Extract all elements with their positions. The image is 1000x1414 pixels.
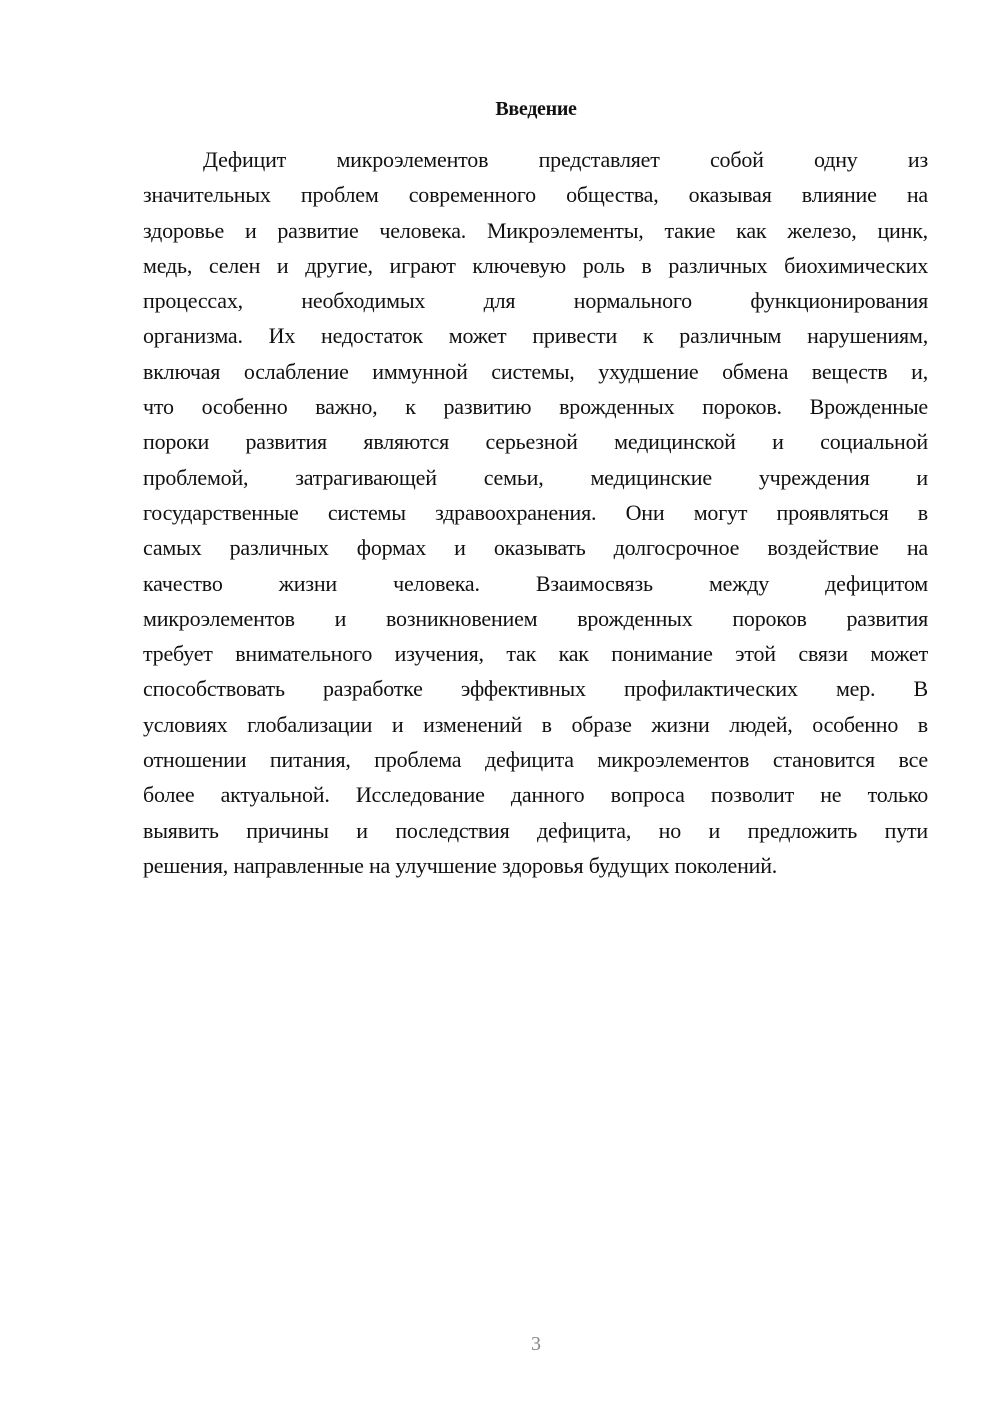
- paragraph-line: организма. Их недостаток может привести к различным нарушениям,: [143, 323, 928, 349]
- paragraph-line: значительных проблем современного общества, оказывая влияние на: [143, 182, 928, 208]
- paragraph-line: что особенно важно, к развитию врожденных пороков. Врожденные: [143, 394, 928, 420]
- paragraph-line: самых различных формах и оказывать долгосрочное воздействие на: [143, 535, 928, 561]
- paragraph-line: условиях глобализации и изменений в образе жизни людей, особенно в: [143, 711, 928, 737]
- paragraph-line: Дефицит микроэлементов представляет собой одну из: [203, 147, 928, 172]
- paragraph-line: качество жизни человека. Взаимосвязь между дефицитом: [143, 570, 928, 596]
- paragraph-line: отношении питания, проблема дефицита микроэлементов становится все: [143, 747, 928, 773]
- paragraph-line: государственные системы здравоохранения. Они могут проявляться в: [143, 499, 928, 525]
- paragraph-line: включая ослабление иммунной системы, ухудшение обмена веществ и,: [143, 358, 928, 384]
- section-heading: Введение: [495, 98, 577, 120]
- paragraph-line: процессах, необходимых для нормального функционирования: [143, 288, 928, 314]
- paragraph-line: проблемой, затрагивающей семьи, медицинские учреждения и: [143, 464, 928, 490]
- page-number: 3: [531, 1333, 541, 1355]
- paragraph-line: решения, направленные на улучшение здоровья будущих поколений.: [143, 852, 778, 878]
- paragraph-line: микроэлементов и возникновением врожденных пороков развития: [143, 605, 928, 631]
- paragraph-line: способствовать разработке эффективных профилактических мер. В: [143, 676, 928, 702]
- paragraph-line: выявить причины и последствия дефицита, но и предложить пути: [143, 817, 928, 843]
- paragraph-line: требует внимательного изучения, так как понимание этой связи может: [143, 641, 928, 667]
- paragraph-line: более актуальной. Исследование данного вопроса позволит не только: [143, 782, 928, 808]
- paragraph-line: медь, селен и другие, играют ключевую роль в различных биохимических: [143, 252, 928, 278]
- paragraph-line: здоровье и развитие человека. Микроэлементы, такие как железо, цинк,: [143, 217, 928, 243]
- paragraph-line: пороки развития являются серьезной медицинской и социальной: [143, 429, 928, 455]
- intro-paragraph: [143, 145, 928, 886]
